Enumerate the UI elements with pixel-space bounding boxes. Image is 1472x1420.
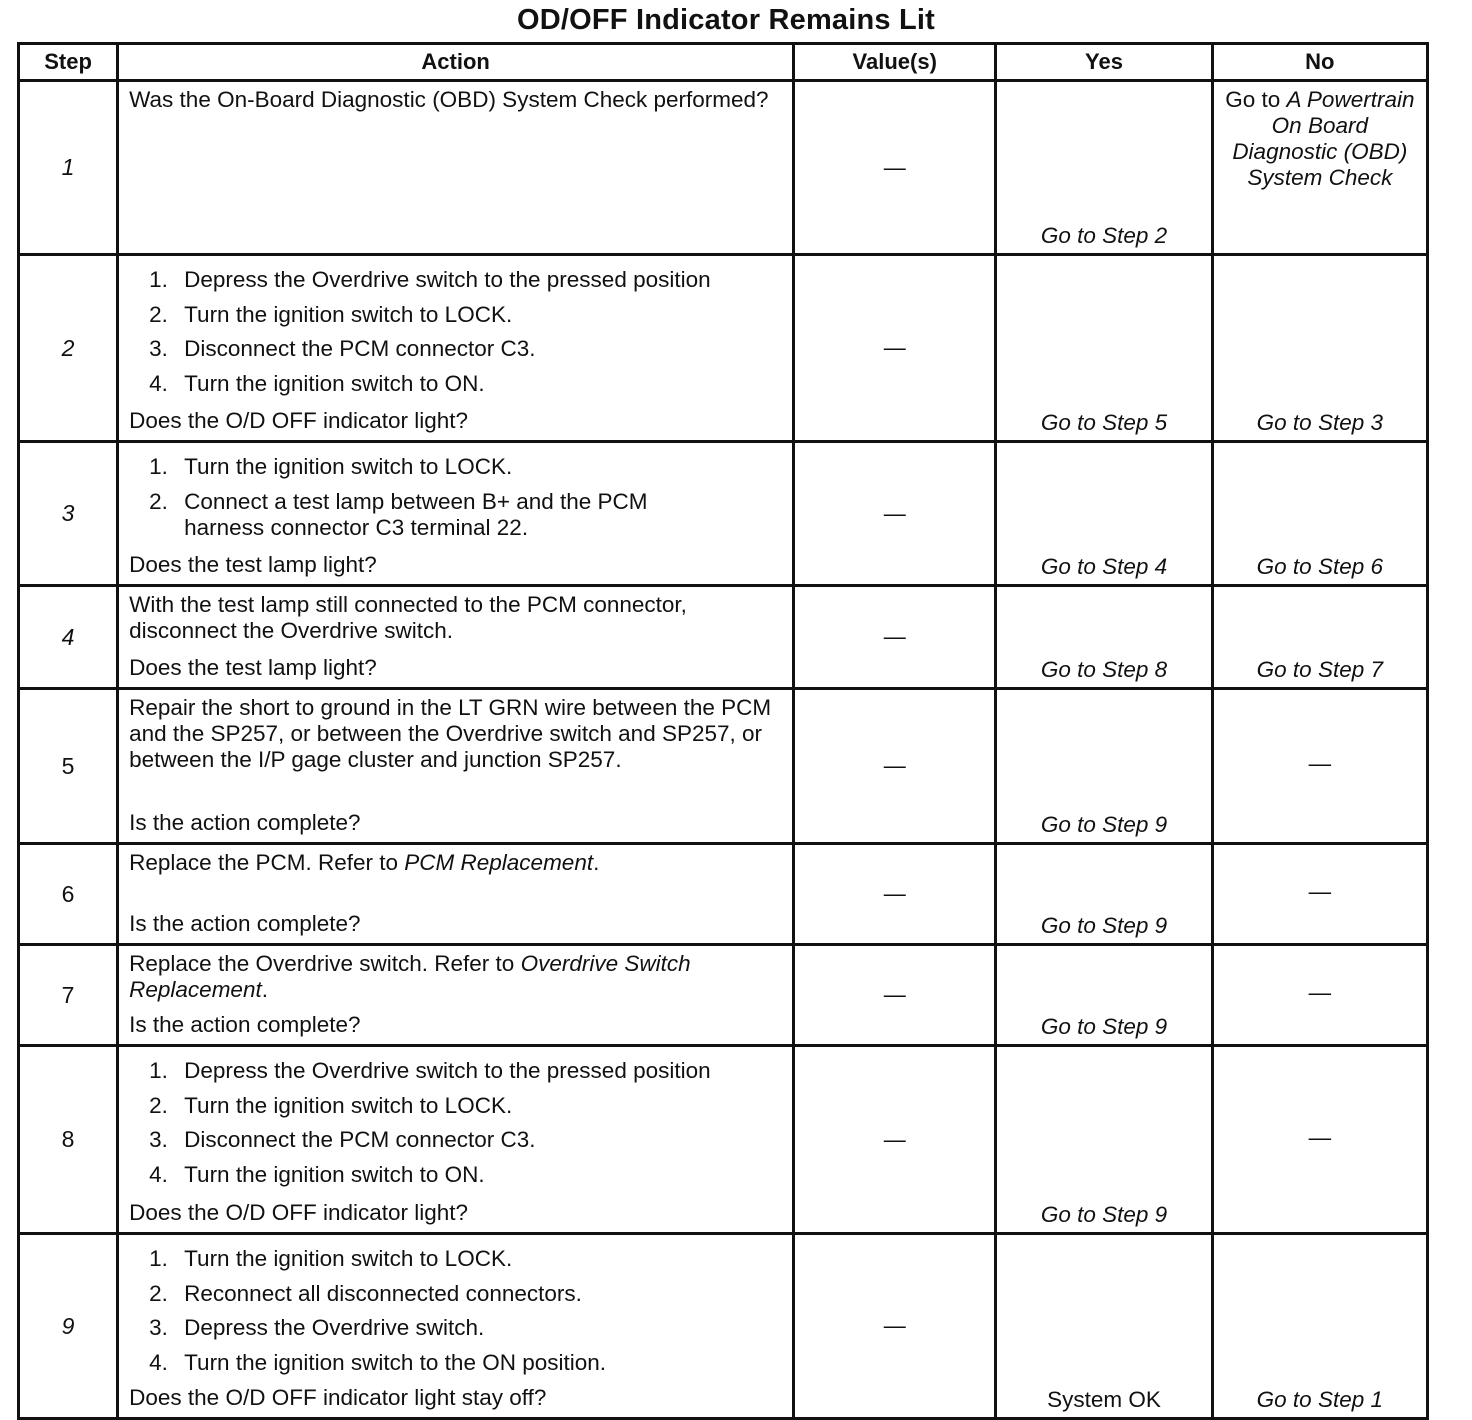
step-number: 8 xyxy=(19,1046,118,1234)
table-row xyxy=(19,442,1428,586)
list-item: 2. Turn the ignition switch to LOCK. xyxy=(149,301,513,327)
list-item: 1. Depress the Overdrive switch to the pressed position xyxy=(149,1058,711,1083)
no-value: — xyxy=(1308,751,1332,776)
value-cell: — xyxy=(794,81,996,255)
value-cell: — xyxy=(794,255,996,442)
action-question: Is the action complete? xyxy=(129,810,361,835)
yes-cell xyxy=(996,844,1212,945)
step-number: 4 xyxy=(19,586,118,689)
list-item: 2. Turn the ignition switch to LOCK. xyxy=(149,1092,513,1118)
page-title: OD/OFF Indicator Remains Lit xyxy=(516,4,936,36)
action-cell xyxy=(118,1046,794,1234)
value-cell: — xyxy=(794,1046,996,1234)
yes-cell xyxy=(996,689,1212,844)
table-row xyxy=(19,1234,1428,1419)
no-prefix: Go to xyxy=(1225,87,1287,112)
action-text: Was the On-Board Diagnostic (OBD) System Check performed? xyxy=(129,87,769,112)
yes-cell xyxy=(996,1234,1212,1419)
value-cell: — xyxy=(794,689,996,844)
header-no: No xyxy=(1212,44,1427,81)
list-item: 3. Depress the Overdrive switch. xyxy=(149,1315,485,1340)
action-text: Replace the Overdrive switch. Refer to Overdrive Switch Replacement. xyxy=(129,951,691,1002)
no-link[interactable]: Go to Step 1 xyxy=(1256,1387,1383,1412)
step-number: 3 xyxy=(19,442,118,586)
action-question: Is the action complete? xyxy=(129,911,361,936)
step-number: 7 xyxy=(19,945,118,1046)
step-number: 5 xyxy=(19,689,118,844)
list-item: 1. Turn the ignition switch to LOCK. xyxy=(149,454,513,479)
action-text: Repair the short to ground in the LT GRN wire between the PCM and the SP257, or between the Overdrive switch and SP257, or between the I/P gage cluster and junction SP257. xyxy=(129,695,772,772)
no-value: — xyxy=(1308,980,1332,1005)
action-steps xyxy=(129,454,782,549)
reference-link[interactable]: Overdrive Switch Replacement xyxy=(129,951,691,1002)
header-yes: Yes xyxy=(996,44,1212,81)
action-cell xyxy=(118,689,794,844)
action-text: With the test lamp still connected to the PCM connector, disconnect the Overdrive switch. xyxy=(129,592,687,643)
yes-link[interactable]: Go to Step 8 xyxy=(1040,657,1168,682)
action-question: Does the O/D OFF indicator light? xyxy=(129,1200,469,1225)
step-number: 2 xyxy=(19,255,118,442)
yes-cell xyxy=(996,255,1212,442)
table-row xyxy=(19,81,1428,255)
action-cell xyxy=(118,442,794,586)
list-item: 3. Disconnect the PCM connector C3. xyxy=(149,336,536,361)
yes-cell xyxy=(996,1046,1212,1234)
yes-cell xyxy=(996,945,1212,1046)
action-cell xyxy=(118,81,794,255)
action-cell xyxy=(118,255,794,442)
list-item: 3. Disconnect the PCM connector C3. xyxy=(149,1127,536,1152)
yes-result: System OK xyxy=(1047,1387,1161,1412)
reference-link[interactable]: PCM Replacement xyxy=(404,850,594,875)
yes-link[interactable]: Go to Step 2 xyxy=(1040,223,1168,248)
table-row xyxy=(19,586,1428,689)
list-item: 4. Turn the ignition switch to ON. xyxy=(149,370,485,396)
action-steps xyxy=(129,1246,782,1384)
no-link[interactable]: Go to Step 7 xyxy=(1256,657,1383,682)
no-cell xyxy=(1212,1234,1427,1419)
list-item: 1. Turn the ignition switch to LOCK. xyxy=(149,1246,513,1271)
list-item: 2. Connect a test lamp between B+ and the PCM harness connector C3 terminal 22. xyxy=(149,488,648,540)
action-steps xyxy=(129,267,782,405)
no-value: — xyxy=(1308,879,1332,904)
header-row xyxy=(19,44,1428,81)
diagnostic-table xyxy=(17,42,1429,1420)
yes-link[interactable]: Go to Step 9 xyxy=(1040,913,1168,938)
yes-link[interactable]: Go to Step 4 xyxy=(1040,554,1168,579)
table-row xyxy=(19,1046,1428,1234)
yes-link[interactable]: Go to Step 9 xyxy=(1040,812,1168,837)
no-cell xyxy=(1212,255,1427,442)
action-question: Does the O/D OFF indicator light? xyxy=(129,408,469,433)
list-item: 4. Turn the ignition switch to the ON position. xyxy=(149,1349,607,1375)
list-item: 1. Depress the Overdrive switch to the pressed position xyxy=(149,267,711,292)
no-cell xyxy=(1212,689,1427,844)
no-cell xyxy=(1212,1046,1427,1234)
no-reference: A Powertrain On Board Diagnostic (OBD) System Check xyxy=(1232,87,1415,190)
value-cell: — xyxy=(794,586,996,689)
no-cell xyxy=(1212,586,1427,689)
action-question: Does the O/D OFF indicator light stay off? xyxy=(129,1385,547,1410)
list-item: 4. Turn the ignition switch to ON. xyxy=(149,1161,485,1187)
action-cell xyxy=(118,945,794,1046)
action-steps xyxy=(129,1058,782,1196)
action-question: Does the test lamp light? xyxy=(129,552,377,577)
table-row xyxy=(19,255,1428,442)
action-cell xyxy=(118,1234,794,1419)
table-row xyxy=(19,689,1428,844)
step-number: 6 xyxy=(19,844,118,945)
value-cell: — xyxy=(794,945,996,1046)
yes-cell xyxy=(996,586,1212,689)
no-value: — xyxy=(1308,1124,1332,1150)
no-cell xyxy=(1212,945,1427,1046)
table-row xyxy=(19,844,1428,945)
no-cell xyxy=(1212,844,1427,945)
no-link[interactable]: Go to Step 3 xyxy=(1256,410,1383,435)
list-item: 2. Reconnect all disconnected connectors. xyxy=(149,1280,582,1306)
header-step: Step xyxy=(19,44,118,81)
action-cell xyxy=(118,844,794,945)
action-cell xyxy=(118,586,794,689)
table-row xyxy=(19,945,1428,1046)
step-number: 9 xyxy=(19,1234,118,1419)
yes-link[interactable]: Go to Step 9 xyxy=(1040,1014,1168,1039)
no-cell xyxy=(1212,81,1427,255)
no-link[interactable] xyxy=(1218,87,1422,191)
header-values: Value(s) xyxy=(794,44,996,81)
no-link[interactable]: Go to Step 6 xyxy=(1256,554,1383,579)
value-cell: — xyxy=(794,442,996,586)
step-number: 1 xyxy=(19,81,118,255)
action-text: Replace the PCM. Refer to PCM Replacement. xyxy=(129,850,600,875)
yes-cell xyxy=(996,81,1212,255)
yes-link[interactable]: Go to Step 5 xyxy=(1040,410,1168,435)
action-question: Is the action complete? xyxy=(129,1012,361,1037)
yes-link[interactable]: Go to Step 9 xyxy=(1040,1202,1168,1227)
yes-cell xyxy=(996,442,1212,586)
no-cell xyxy=(1212,442,1427,586)
header-action: Action xyxy=(118,44,794,81)
action-question: Does the test lamp light? xyxy=(129,655,377,680)
value-cell: — xyxy=(794,844,996,945)
value-cell: — xyxy=(794,1234,996,1419)
